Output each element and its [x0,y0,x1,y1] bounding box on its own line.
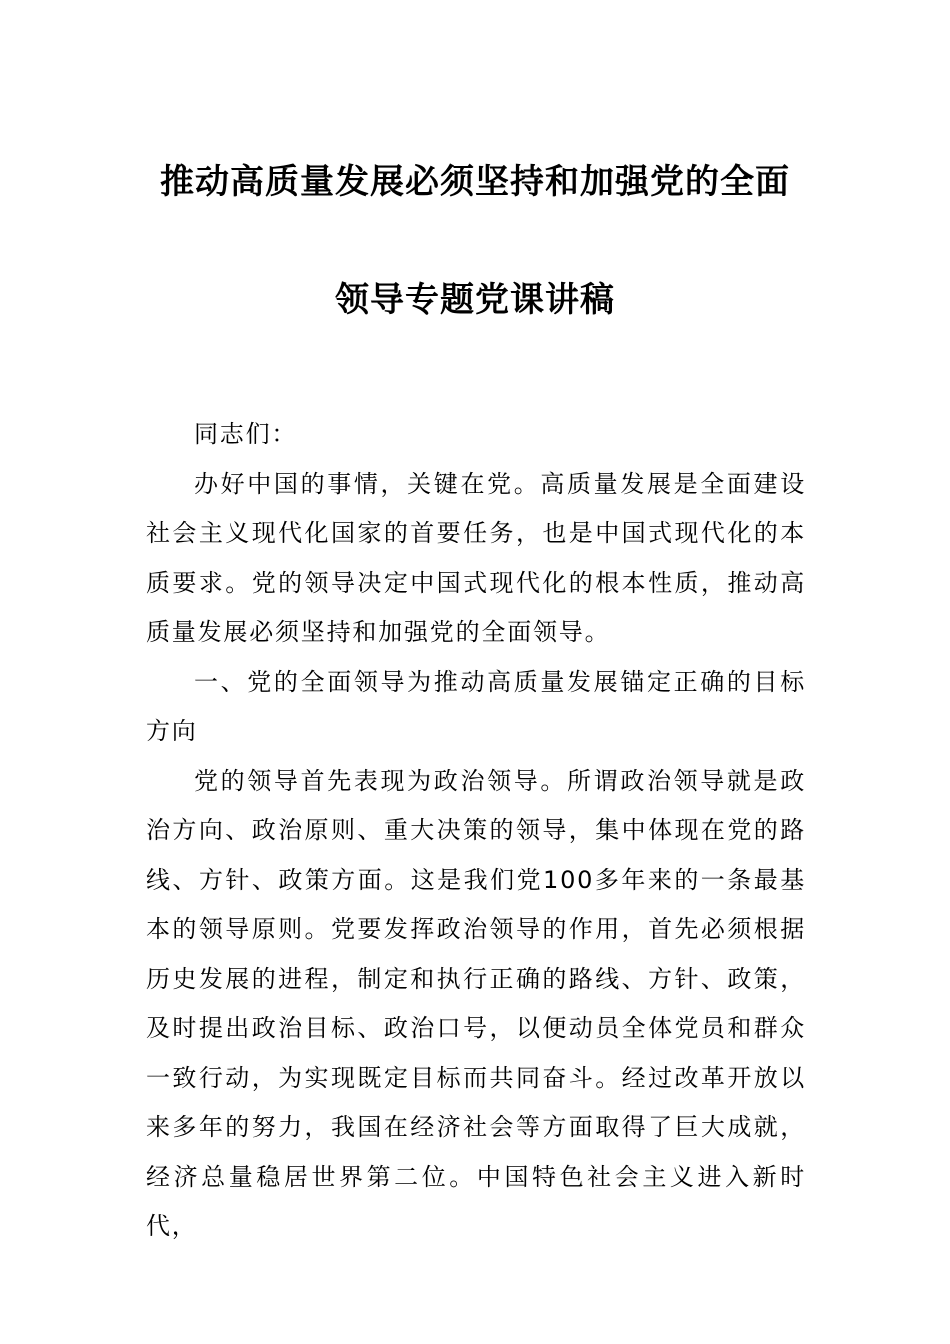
document-title-line-1: 推动高质量发展必须坚持和加强党的全面 [160,162,790,202]
document-body [146,410,806,1252]
salutation-paragraph: 同志们： [194,420,298,448]
section-heading-1: 一、党的全面领导为推动高质量发展锚定正确的目标方向 [146,667,806,745]
body-paragraph: 党的领导首先表现为政治领导。所谓政治领导就是政治方向、政治原则、重大决策的领导，集中体现在党的路线、方针、政策方面。这是我们党100多年来的一条最基本的领导原则。党要发挥政治领导的作用，首先必须根据历史发展的进程，制定和执行正确的路线、方针、政策，及时提出政治目标、政治口号，以便动员全体党员和群众一致行动，为实现既定目标而共同奋斗。经过改革开放以来多年的努力，我国在经济社会等方面取得了巨大成就，经济总量稳居世界第二位。中国特色社会主义进入新时代， [146,766,806,1240]
intro-paragraph: 办好中国的事情，关键在党。高质量发展是全面建设社会主义现代化国家的首要任务，也是中国式现代化的本质要求。党的领导决定中国式现代化的根本性质，推动高质量发展必须坚持和加强党的全面领导。 [146,469,806,646]
document-title-line-2: 领导专题党课讲稿 [335,280,615,320]
